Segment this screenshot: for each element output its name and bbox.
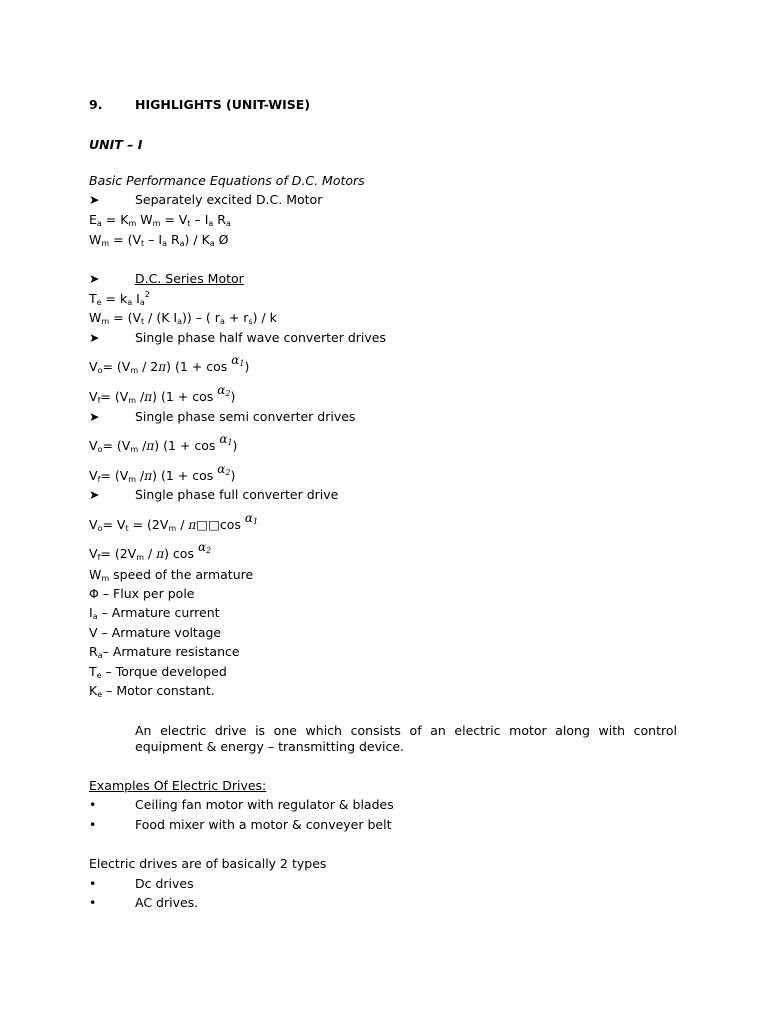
arrow-bullet-icon: ➤ — [89, 409, 100, 424]
pi-symbol: π — [144, 469, 153, 483]
examples-title: Examples Of Electric Drives: — [89, 778, 267, 793]
heading-number: 9. — [89, 97, 103, 112]
equation-vf-half: $V_f= (V_m$ /π) $(1 + \cos \alpha_2)$ — [89, 383, 236, 405]
definition-paragraph: An electric drive is one which consists of an electric motor along with control equipment & energy – transmitting device. — [135, 723, 677, 754]
definition-line: V – Armature voltage — [89, 625, 222, 640]
equation-vo-half: $V_o= (V_m / 2\pi) (1 + \cos \alpha_1)$ — [89, 353, 250, 375]
equation-wm-series: $W_m = (V_t / (K$ $I_a$)) – ( $r_a + r_s) / k$ — [89, 310, 277, 326]
definition-line: $W_m$ speed of the armature — [89, 567, 254, 583]
unit-title: UNIT – I — [89, 137, 143, 152]
alpha-symbol: $\alpha_2$ — [217, 383, 231, 398]
alpha-symbol: $\alpha_2$ — [217, 462, 231, 477]
types-intro: Electric drives are of basically 2 types — [89, 856, 327, 871]
alpha-symbol: $\alpha_1$ — [231, 353, 245, 368]
definition-line: $T_e$ – Torque developed — [89, 664, 227, 680]
pi-symbol: π — [158, 360, 167, 374]
pi-symbol: π — [146, 439, 155, 453]
equation-wm: $W_m = (V_t - I_a$ $R_a) / K_a$ Ø — [89, 232, 229, 248]
arrow-bullet-icon: ➤ — [89, 330, 100, 345]
equation-vo-semi: $V_o= (V_m$ /π) $(1 + \cos \alpha_1)$ — [89, 432, 238, 454]
equation-vf-semi: $V_f= (V_m$ /π) $(1 + \cos \alpha_2)$ — [89, 462, 236, 484]
arrow-bullet-icon: ➤ — [89, 271, 100, 286]
pi-symbol: π — [156, 547, 165, 561]
bullet-text: D.C. Series Motor — [135, 271, 244, 286]
bullet-text: Separately excited D.C. Motor — [135, 192, 323, 207]
alpha-symbol: $\alpha_1$ — [219, 432, 233, 447]
definition-line: $K_e$ – Motor constant. — [89, 683, 215, 699]
equation-te: $T_e = k_a$ $I_a^2$ — [89, 290, 150, 307]
dot-bullet-icon: • — [89, 817, 97, 832]
alpha-symbol: $\alpha_1$ — [244, 511, 259, 526]
definition-line: Φ – Flux per pole — [89, 586, 195, 601]
section-title: Basic Performance Equations of D.C. Motors — [89, 173, 365, 188]
section-heading — [89, 97, 311, 112]
heading-title: HIGHLIGHTS (UNIT-WISE) — [135, 97, 311, 112]
bullet-text: Single phase semi converter drives — [135, 409, 356, 424]
bullet-text: Single phase half wave converter drives — [135, 330, 386, 345]
definition-line: $I_a$ – Armature current — [89, 605, 220, 621]
dot-bullet-icon: • — [89, 797, 97, 812]
pi-symbol: π — [144, 390, 153, 404]
equation-vf-full: $V_f= (2V_m / \pi)$ $\cos \alpha_2$ — [89, 540, 212, 562]
definition-line: $R_a-$ Armature resistance — [89, 644, 240, 660]
equation-ea: $E_a = K_m$ $W_m = V_t - I_a$ $R_a$ — [89, 212, 231, 228]
alpha-symbol: $\alpha_2$ — [197, 540, 212, 555]
bullet-text: Single phase full converter drive — [135, 487, 339, 502]
dot-bullet-icon: • — [89, 876, 97, 891]
arrow-bullet-icon: ➤ — [89, 192, 100, 207]
dot-bullet-icon: • — [89, 895, 97, 910]
equation-vo-full: $V_o= V_t = (2V_m$ / π□□cos $\alpha_1$ — [89, 511, 259, 533]
arrow-bullet-icon: ➤ — [89, 487, 100, 502]
pi-symbol: π — [188, 518, 197, 532]
